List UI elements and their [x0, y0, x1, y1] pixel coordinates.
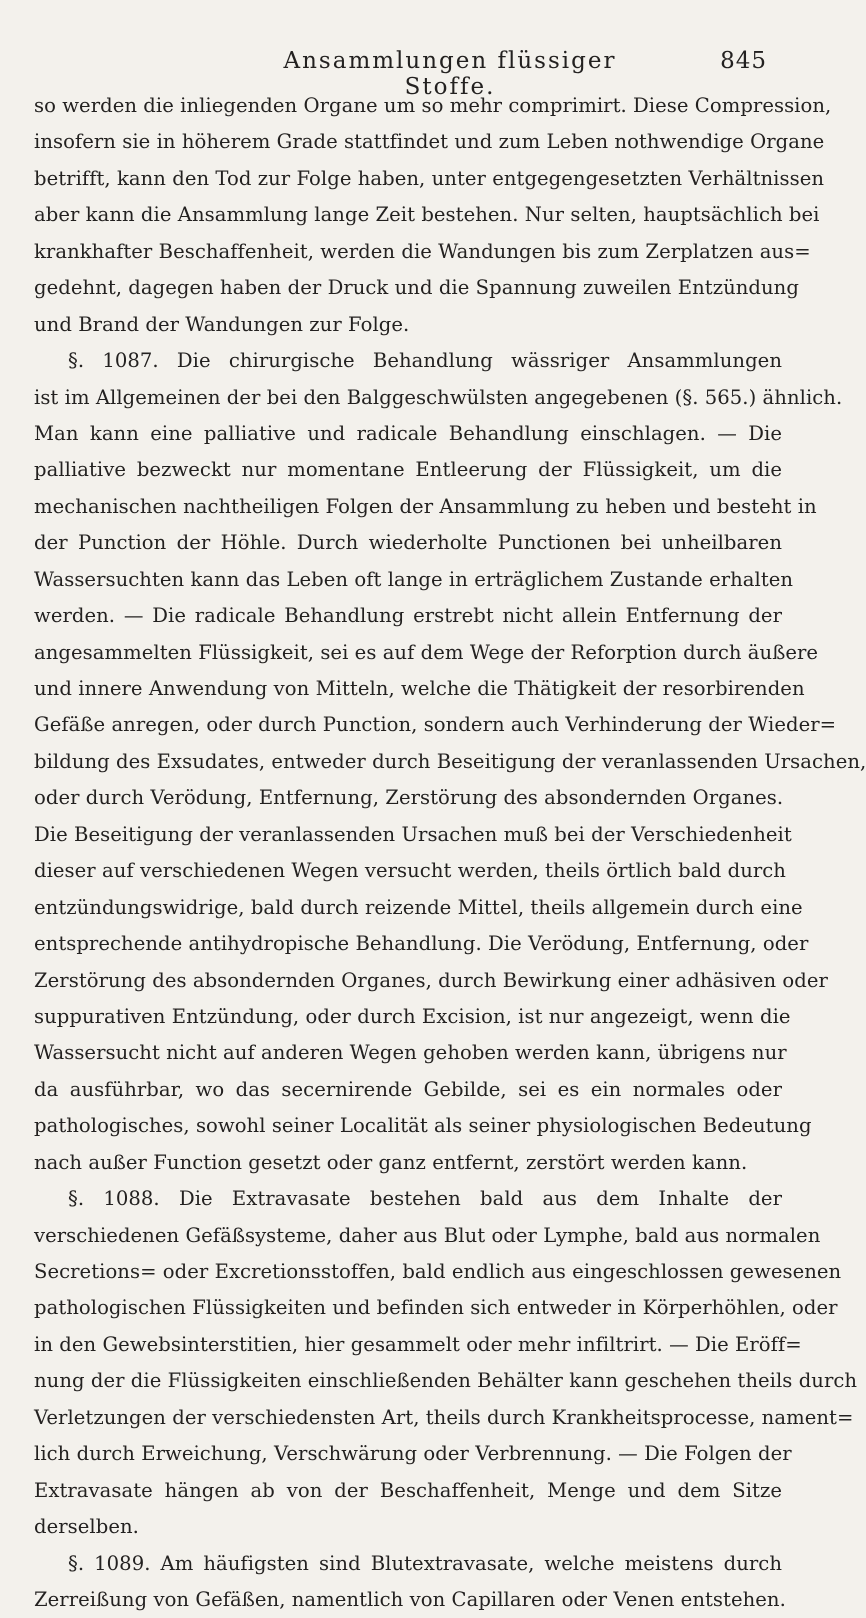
text-line: pathologisches, sowohl seiner Localität als seiner physiologischen Bedeutung: [34, 1114, 812, 1138]
text-line: Zerreißung von Gefäßen, namentlich von Capillaren oder Venen entstehen.: [34, 1587, 786, 1611]
text-line: Gefäße anregen, oder durch Punction, sondern auch Verhinderung der Wieder=: [34, 713, 837, 737]
text-line: angesammelten Flüssigkeit, sei es auf dem Wege der Reforption durch äußere: [34, 640, 819, 664]
text-line: krankhafter Beschaffenheit, werden die Wandungen bis zum Zerplatzen aus=: [34, 239, 811, 263]
text-line: derselben.: [34, 1515, 139, 1539]
text-line: nung der die Flüssigkeiten einschließenden Behälter kann geschehen theils durch: [34, 1369, 858, 1393]
text-line: Wassersucht nicht auf anderen Wegen gehoben werden kann, übrigens nur: [34, 1041, 787, 1065]
text-line: oder durch Verödung, Entfernung, Zerstörung des absondernden Organes.: [34, 786, 784, 810]
text-line: nach außer Function gesetzt oder ganz entfernt, zerstört werden kann.: [34, 1150, 748, 1174]
text-line: Wassersuchten kann das Leben oft lange in erträglichem Zustande erhalten: [34, 567, 794, 591]
text-line: Die Beseitigung der veranlassenden Ursachen muß bei der Verschiedenheit: [34, 822, 792, 846]
text-line: Verletzungen der verschiedensten Art, theils durch Krankheitsprocesse, nament=: [34, 1405, 854, 1429]
text-line: und Brand der Wandungen zur Folge.: [34, 312, 410, 336]
page-number: 845: [720, 48, 767, 74]
body-text: [34, 88, 866, 1618]
text-line: mechanischen nachtheiligen Folgen der Ansammlung zu heben und besteht in: [34, 494, 817, 518]
text-line: pathologischen Flüssigkeiten und befinden sich entweder in Körperhöhlen, oder: [34, 1296, 838, 1320]
text-line: da ausführbar, wo das secernirende Gebilde, sei es ein normales oder: [34, 1077, 782, 1101]
text-line: entzündungswidrige, bald durch reizende Mittel, theils allgemein durch eine: [34, 895, 803, 919]
text-line: betrifft, kann den Tod zur Folge haben, unter entgegengesetzten Verhältnissen: [34, 166, 825, 190]
text-line: lich durch Erweichung, Verschwärung oder Verbrennung. — Die Folgen der: [34, 1442, 792, 1466]
text-line: Secretions= oder Excretionsstoffen, bald endlich aus eingeschlossen gewesenen: [34, 1260, 842, 1283]
section-1089-heading-line: §. 1089. Am häufigsten sind Blutextravasate, welche meistens durch: [68, 1551, 782, 1575]
text-line: suppurativen Entzündung, oder durch Excision, ist nur angezeigt, wenn die: [34, 1004, 791, 1028]
section-1087-heading-line: §. 1087. Die chirurgische Behandlung wässriger Ansammlungen: [68, 349, 782, 373]
text-line: ist im Allgemeinen der bei den Balggeschwülsten angegebenen (§. 565.) ähnlich.: [34, 385, 843, 409]
text-line: dieser auf verschiedenen Wegen versucht werden, theils örtlich bald durch: [34, 859, 786, 883]
running-head: [0, 40, 800, 100]
text-line: palliative bezweckt nur momentane Entleerung der Flüssigkeit, um die: [34, 458, 782, 482]
text-line: verschiedenen Gefäßsysteme, daher aus Blut oder Lymphe, bald aus normalen: [34, 1223, 821, 1247]
text-line: bildung des Exsudates, entweder durch Beseitigung der veranlassenden Ursachen,: [34, 749, 866, 773]
text-line: insofern sie in höherem Grade stattfindet und zum Leben nothwendige Organe: [34, 130, 825, 154]
running-title: Ansammlungen flüssiger Stoffe.: [283, 48, 617, 100]
text-line: so werden die inliegenden Organe um so mehr comprimirt. Diese Compression,: [34, 94, 832, 117]
text-line: und innere Anwendung von Mitteln, welche die Thätigkeit der resorbirenden: [34, 677, 805, 700]
text-line: Man kann eine palliative und radicale Behandlung einschlagen. — Die: [34, 421, 782, 445]
section-1088-heading-line: §. 1088. Die Extravasate bestehen bald aus dem Inhalte der: [68, 1187, 782, 1211]
text-line: gedehnt, dagegen haben der Druck und die Spannung zuweilen Entzündung: [34, 276, 799, 300]
text-line: entsprechende antihydropische Behandlung. Die Verödung, Entfernung, oder: [34, 932, 809, 956]
text-line: in den Gewebsinterstitien, hier gesammelt oder mehr infiltrirt. — Die Eröff=: [34, 1332, 802, 1356]
text-line: Zerstörung des absondernden Organes, durch Bewirkung einer adhäsiven oder: [34, 968, 828, 992]
text-line: aber kann die Ansammlung lange Zeit bestehen. Nur selten, hauptsächlich bei: [34, 203, 820, 227]
text-line: der Punction der Höhle. Durch wiederholte Punctionen bei unheilbaren: [34, 531, 782, 555]
text-line: werden. — Die radicale Behandlung erstrebt nicht allein Entfernung der: [34, 604, 782, 628]
text-line: Extravasate hängen ab von der Beschaffenheit, Menge und dem Sitze: [34, 1478, 782, 1502]
